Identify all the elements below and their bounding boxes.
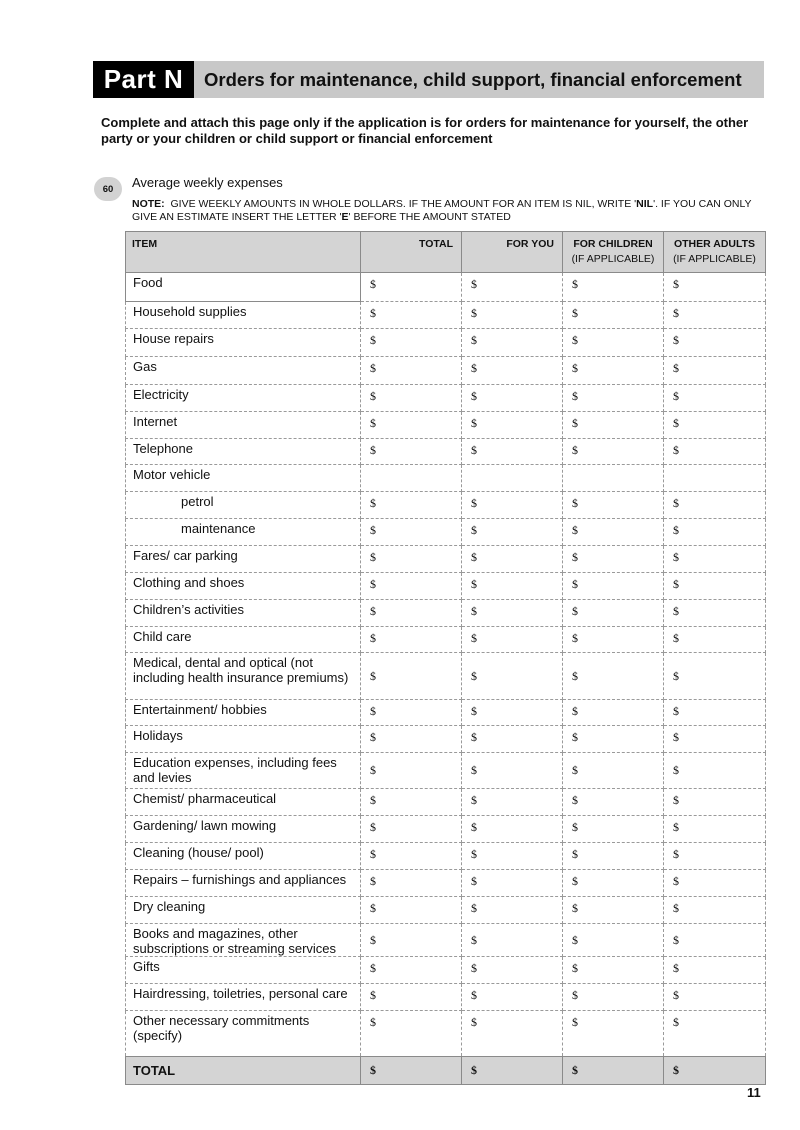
intro-instructions: Complete and attach this page only if the application is for orders for maintenance for yourself, the other party or your children or child support or financial enforcement xyxy=(101,115,749,146)
amount-field-for-you[interactable]: $ xyxy=(462,843,563,870)
total-label: TOTAL xyxy=(126,1057,361,1085)
amount-field-total[interactable]: $ xyxy=(361,627,462,653)
header-for-children xyxy=(563,232,664,273)
amount-field-for-children[interactable]: $ xyxy=(563,627,664,653)
header-other-adults-sub: (IF APPLICABLE) xyxy=(673,253,756,265)
expense-item-label: House repairs xyxy=(126,329,361,357)
amount-field-other-adults[interactable]: $ xyxy=(664,984,766,1011)
amount-field-other-adults[interactable]: $ xyxy=(664,957,766,984)
amount-field-for-children[interactable]: $ xyxy=(563,789,664,816)
amount-field-for-you[interactable]: $ xyxy=(462,753,563,789)
amount-field-for-children[interactable]: $ xyxy=(563,753,664,789)
amount-field-total[interactable]: $ xyxy=(361,573,462,600)
expense-item-label: Electricity xyxy=(126,385,361,412)
expense-item-label: Repairs – furnishings and appliances xyxy=(126,870,361,897)
note-e: E xyxy=(341,211,349,223)
amount-field-other-adults[interactable]: $ xyxy=(664,302,766,329)
amount-field-for-you[interactable]: $ xyxy=(462,546,563,573)
total-row xyxy=(126,1057,766,1085)
amount-field-for-you[interactable]: $ xyxy=(462,600,563,627)
expense-item-label: Books and magazines, other subscriptions or streaming services xyxy=(126,924,361,957)
amount-field-total[interactable]: $ xyxy=(361,492,462,519)
amount-field-total[interactable]: $ xyxy=(361,546,462,573)
table-header-row xyxy=(126,232,766,273)
expense-item-label: Food xyxy=(126,273,361,302)
amount-field-total[interactable]: $ xyxy=(361,870,462,897)
expense-item-label: Dry cleaning xyxy=(126,897,361,924)
amount-field-for-children[interactable]: $ xyxy=(563,843,664,870)
header-total: TOTAL xyxy=(361,232,462,273)
amount-field-other-adults[interactable]: $ xyxy=(664,573,766,600)
amount-field-for-children[interactable]: $ xyxy=(563,302,664,329)
amount-field-for-you[interactable]: $ xyxy=(462,627,563,653)
expense-item-label: petrol xyxy=(126,492,361,519)
expense-item-label: Holidays xyxy=(126,726,361,753)
amount-field-for-children[interactable]: $ xyxy=(563,700,664,726)
header-other-adults xyxy=(664,232,766,273)
amount-field-for-children[interactable]: $ xyxy=(563,273,664,302)
total-amount-other-adults[interactable]: $ xyxy=(664,1057,766,1085)
note-text: GIVE WEEKLY AMOUNTS IN WHOLE DOLLARS. IF THE AMOUNT FOR AN ITEM IS NIL, WRITE ' xyxy=(170,198,637,210)
expense-item-label: Motor vehicle xyxy=(126,465,361,492)
expense-item-label: Internet xyxy=(126,412,361,439)
amount-field-for-children[interactable]: $ xyxy=(563,492,664,519)
amount-field-other-adults[interactable]: $ xyxy=(664,600,766,627)
expense-item-label: Child care xyxy=(126,627,361,653)
amount-field-other-adults[interactable]: $ xyxy=(664,789,766,816)
amount-field-for-children[interactable]: $ xyxy=(563,600,664,627)
expense-item-label: Cleaning (house/ pool) xyxy=(126,843,361,870)
expense-item-label: Education expenses, including fees and levies xyxy=(126,753,361,789)
amount-field-for-you[interactable]: $ xyxy=(462,439,563,465)
table-row xyxy=(126,600,766,627)
expense-item-label: Telephone xyxy=(126,439,361,465)
amount-field-for-you[interactable]: $ xyxy=(462,700,563,726)
amount-field-for-children[interactable]: $ xyxy=(563,984,664,1011)
amount-field-other-adults[interactable]: $ xyxy=(664,273,766,302)
header-for-children-label: FOR CHILDREN xyxy=(573,238,653,250)
amount-field-for-children[interactable]: $ xyxy=(563,726,664,753)
amount-field-for-children[interactable]: $ xyxy=(563,870,664,897)
amount-field-for-you[interactable]: $ xyxy=(462,984,563,1011)
table-row xyxy=(126,439,766,465)
amount-field-for-you[interactable]: $ xyxy=(462,329,563,357)
amount-field-total[interactable]: $ xyxy=(361,700,462,726)
amount-field-other-adults[interactable]: $ xyxy=(664,439,766,465)
amount-field-total[interactable]: $ xyxy=(361,302,462,329)
header-other-adults-label: OTHER ADULTS xyxy=(673,238,756,250)
expense-item-label: Entertainment/ hobbies xyxy=(126,700,361,726)
amount-field-total[interactable]: $ xyxy=(361,273,462,302)
table-row xyxy=(126,492,766,519)
expense-item-label: Hairdressing, toiletries, personal care xyxy=(126,984,361,1011)
table-row xyxy=(126,412,766,439)
total-amount-for-you[interactable]: $ xyxy=(462,1057,563,1085)
table-row xyxy=(126,924,766,957)
amount-field-other-adults[interactable]: $ xyxy=(664,726,766,753)
amount-field-for-you[interactable]: $ xyxy=(462,519,563,546)
amount-field-total[interactable]: $ xyxy=(361,329,462,357)
table-row xyxy=(126,627,766,653)
amount-field-for-you[interactable]: $ xyxy=(462,357,563,385)
amount-field-for-you[interactable]: $ xyxy=(462,273,563,302)
question-note xyxy=(132,198,762,224)
table-row xyxy=(126,302,766,329)
amount-field-total[interactable] xyxy=(361,465,462,492)
question-number-badge: 60 xyxy=(94,177,122,201)
amount-field-other-adults[interactable]: $ xyxy=(664,1011,766,1057)
expense-item-label: Children’s activities xyxy=(126,600,361,627)
amount-field-for-children[interactable]: $ xyxy=(563,897,664,924)
expense-item-label: Fares/ car parking xyxy=(126,546,361,573)
amount-field-total[interactable]: $ xyxy=(361,653,462,700)
amount-field-for-children[interactable]: $ xyxy=(563,439,664,465)
expense-item-label: Gifts xyxy=(126,957,361,984)
amount-field-other-adults[interactable]: $ xyxy=(664,357,766,385)
table-row xyxy=(126,546,766,573)
header-item: ITEM xyxy=(126,232,361,273)
amount-field-for-you[interactable] xyxy=(462,465,563,492)
amount-field-total[interactable]: $ xyxy=(361,385,462,412)
note-text-2: '. IF YOU CAN ONLY GIVE AN ESTIMATE INSERT THE LETTER ' xyxy=(132,198,752,223)
header-for-you: FOR YOU xyxy=(462,232,563,273)
amount-field-for-you[interactable]: $ xyxy=(462,302,563,329)
table-row xyxy=(126,653,766,700)
note-label: NOTE: xyxy=(132,198,165,210)
expense-item-label: Clothing and shoes xyxy=(126,573,361,600)
amount-field-other-adults[interactable]: $ xyxy=(664,700,766,726)
table-row xyxy=(126,789,766,816)
amount-field-total[interactable]: $ xyxy=(361,984,462,1011)
table-row xyxy=(126,357,766,385)
amount-field-for-children[interactable] xyxy=(563,465,664,492)
amount-field-for-you[interactable]: $ xyxy=(462,726,563,753)
table-row xyxy=(126,465,766,492)
amount-field-other-adults[interactable]: $ xyxy=(664,412,766,439)
amount-field-other-adults[interactable]: $ xyxy=(664,492,766,519)
table-row xyxy=(126,726,766,753)
amount-field-total[interactable]: $ xyxy=(361,753,462,789)
amount-field-for-you[interactable]: $ xyxy=(462,385,563,412)
table-row xyxy=(126,984,766,1011)
expense-item-label: Household supplies xyxy=(126,302,361,329)
table-row xyxy=(126,700,766,726)
amount-field-other-adults[interactable]: $ xyxy=(664,385,766,412)
page-number: 11 xyxy=(747,1085,761,1100)
amount-field-for-children[interactable]: $ xyxy=(563,329,664,357)
table-row xyxy=(126,957,766,984)
amount-field-for-children[interactable]: $ xyxy=(563,924,664,957)
amount-field-other-adults[interactable]: $ xyxy=(664,653,766,700)
amount-field-other-adults[interactable] xyxy=(664,465,766,492)
table-row xyxy=(126,329,766,357)
expense-item-label: Other necessary commitments (specify) xyxy=(126,1011,361,1057)
note-nil: NIL xyxy=(636,198,654,210)
amount-field-for-children[interactable]: $ xyxy=(563,653,664,700)
amount-field-other-adults[interactable]: $ xyxy=(664,753,766,789)
amount-field-other-adults[interactable]: $ xyxy=(664,816,766,843)
amount-field-total[interactable]: $ xyxy=(361,924,462,957)
amount-field-for-children[interactable]: $ xyxy=(563,546,664,573)
table-row xyxy=(126,573,766,600)
amount-field-for-you[interactable]: $ xyxy=(462,816,563,843)
amount-field-for-children[interactable]: $ xyxy=(563,357,664,385)
amount-field-other-adults[interactable]: $ xyxy=(664,924,766,957)
amount-field-total[interactable]: $ xyxy=(361,816,462,843)
amount-field-for-you[interactable]: $ xyxy=(462,924,563,957)
amount-field-other-adults[interactable]: $ xyxy=(664,870,766,897)
total-amount-for-children[interactable]: $ xyxy=(563,1057,664,1085)
table-row xyxy=(126,385,766,412)
amount-field-for-children[interactable]: $ xyxy=(563,385,664,412)
table-row xyxy=(126,843,766,870)
table-row xyxy=(126,870,766,897)
amount-field-total[interactable]: $ xyxy=(361,843,462,870)
part-label: Part N xyxy=(93,61,194,98)
expense-item-label: Chemist/ pharmaceutical xyxy=(126,789,361,816)
total-amount-total[interactable]: $ xyxy=(361,1057,462,1085)
amount-field-for-children[interactable]: $ xyxy=(563,1011,664,1057)
note-text-3: ' BEFORE THE AMOUNT STATED xyxy=(348,211,511,223)
amount-field-for-children[interactable]: $ xyxy=(563,573,664,600)
table-row xyxy=(126,753,766,789)
amount-field-total[interactable]: $ xyxy=(361,957,462,984)
amount-field-for-you[interactable]: $ xyxy=(462,1011,563,1057)
amount-field-total[interactable]: $ xyxy=(361,519,462,546)
amount-field-for-children[interactable]: $ xyxy=(563,412,664,439)
part-title: Orders for maintenance, child support, financial enforcement xyxy=(194,61,764,98)
amount-field-for-you[interactable]: $ xyxy=(462,573,563,600)
amount-field-for-you[interactable]: $ xyxy=(462,653,563,700)
amount-field-other-adults[interactable]: $ xyxy=(664,546,766,573)
amount-field-total[interactable]: $ xyxy=(361,439,462,465)
amount-field-for-you[interactable]: $ xyxy=(462,957,563,984)
amount-field-total[interactable]: $ xyxy=(361,1011,462,1057)
amount-field-other-adults[interactable]: $ xyxy=(664,843,766,870)
amount-field-total[interactable]: $ xyxy=(361,789,462,816)
amount-field-other-adults[interactable]: $ xyxy=(664,897,766,924)
amount-field-other-adults[interactable]: $ xyxy=(664,519,766,546)
table-row xyxy=(126,897,766,924)
amount-field-total[interactable]: $ xyxy=(361,897,462,924)
table-row xyxy=(126,816,766,843)
amount-field-total[interactable]: $ xyxy=(361,412,462,439)
amount-field-total[interactable]: $ xyxy=(361,600,462,627)
amount-field-other-adults[interactable]: $ xyxy=(664,329,766,357)
table-row xyxy=(126,1011,766,1057)
expense-item-label: Gardening/ lawn mowing xyxy=(126,816,361,843)
table-row xyxy=(126,519,766,546)
amount-field-for-you[interactable]: $ xyxy=(462,789,563,816)
expense-item-label: maintenance xyxy=(126,519,361,546)
weekly-expenses-table xyxy=(125,231,766,1085)
amount-field-for-you[interactable]: $ xyxy=(462,492,563,519)
question-title: Average weekly expenses xyxy=(132,175,283,190)
amount-field-for-you[interactable]: $ xyxy=(462,870,563,897)
amount-field-for-you[interactable]: $ xyxy=(462,412,563,439)
amount-field-total[interactable]: $ xyxy=(361,726,462,753)
part-header xyxy=(93,61,764,98)
expense-item-label: Gas xyxy=(126,357,361,385)
expense-item-label: Medical, dental and optical (not including health insurance premiums) xyxy=(126,653,361,700)
amount-field-for-children[interactable]: $ xyxy=(563,816,664,843)
header-for-children-sub: (IF APPLICABLE) xyxy=(571,253,655,265)
amount-field-total[interactable]: $ xyxy=(361,357,462,385)
amount-field-for-children[interactable]: $ xyxy=(563,957,664,984)
amount-field-for-children[interactable]: $ xyxy=(563,519,664,546)
table-row xyxy=(126,273,766,302)
amount-field-for-you[interactable]: $ xyxy=(462,897,563,924)
amount-field-other-adults[interactable]: $ xyxy=(664,627,766,653)
